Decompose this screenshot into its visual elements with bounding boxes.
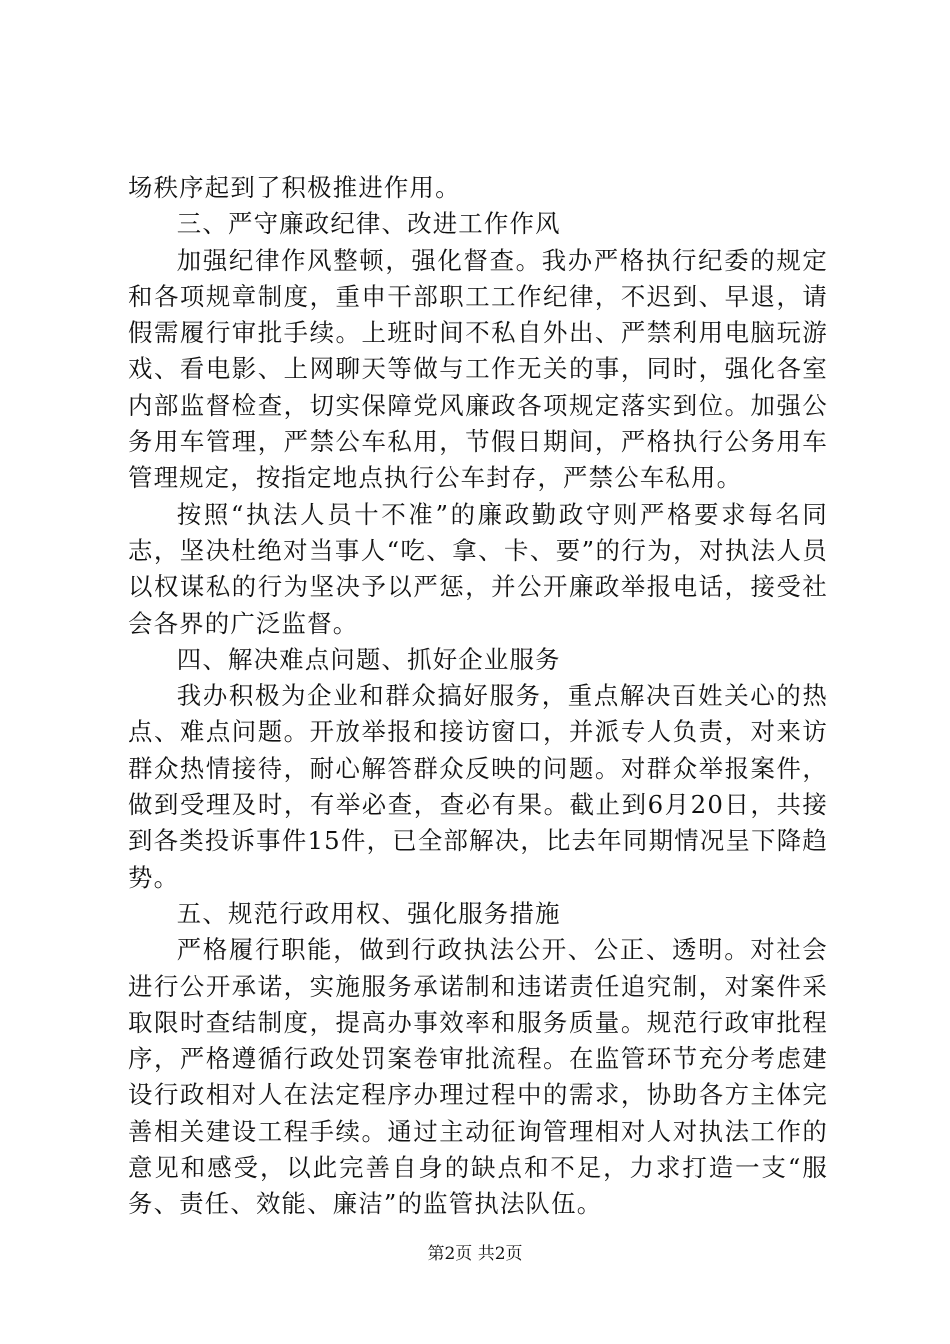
section-heading-5: 五、规范行政用权、强化服务措施: [176, 898, 561, 928]
section-heading-4: 四、解决难点问题、抓好企业服务: [176, 644, 561, 674]
page-number-footer: 第2页 共2页: [427, 1244, 523, 1264]
paragraph-continuation: 场秩序起到了积极推进作用。: [128, 173, 461, 202]
paragraph-discipline: 加强纪律作风整顿，强化督查。我办严格执行纪委的规定和各项规章制度，重申干部职工工作纪律，不迟到、早退，请假需履行审批手续。上班时间不私自外出、严禁利用电脑玩游戏、看电影、上网聊天等做与工作无关的事，同时，强化各室内部监督检查，切实保障党风廉政各项规定落实到位。加强公务用车管理，严禁公车私用，节假日期间，严格执行公务用车管理规定，按指定地点执行公车封存，严禁公车私用。: [128, 245, 828, 493]
paragraph-law-enforcement: 按照“执法人员十不准”的廉政勤政守则严格要求每名同志，坚决杜绝对当事人“吃、拿、卡、要”的行为，对执法人员以权谋私的行为坚决予以严惩，并公开廉政举报电话，接受社会各界的广泛监督。: [128, 499, 828, 638]
section-heading-3: 三、严守廉政纪律、改进工作作风: [176, 209, 561, 239]
paragraph-enterprise-service: 我办积极为企业和群众搞好服务，重点解决百姓关心的热点、难点问题。开放举报和接访窗口，并派专人负责，对来访群众热情接待，耐心解答群众反映的问题。对群众举报案件，做到受理及时，有举必查，查必有果。截止到6月20日，共接到各类投诉事件15件，已全部解决，比去年同期情况呈下降趋势。: [128, 681, 828, 892]
paragraph-administrative-power: 严格履行职能，做到行政执法公开、公正、透明。对社会进行公开承诺，实施服务承诺制和违诺责任追究制，对案件采取限时查结制度，提高办事效率和服务质量。规范行政审批程序，严格遵循行政处罚案卷审批流程。在监管环节充分考虑建设行政相对人在法定程序办理过程中的需求，协助各方主体完善相关建设工程手续。通过主动征询管理相对人对执法工作的意见和感受，以此完善自身的缺点和不足，力求打造一支“服务、责任、效能、廉洁”的监管执法队伍。: [128, 935, 828, 1219]
document-body: [128, 170, 828, 1223]
